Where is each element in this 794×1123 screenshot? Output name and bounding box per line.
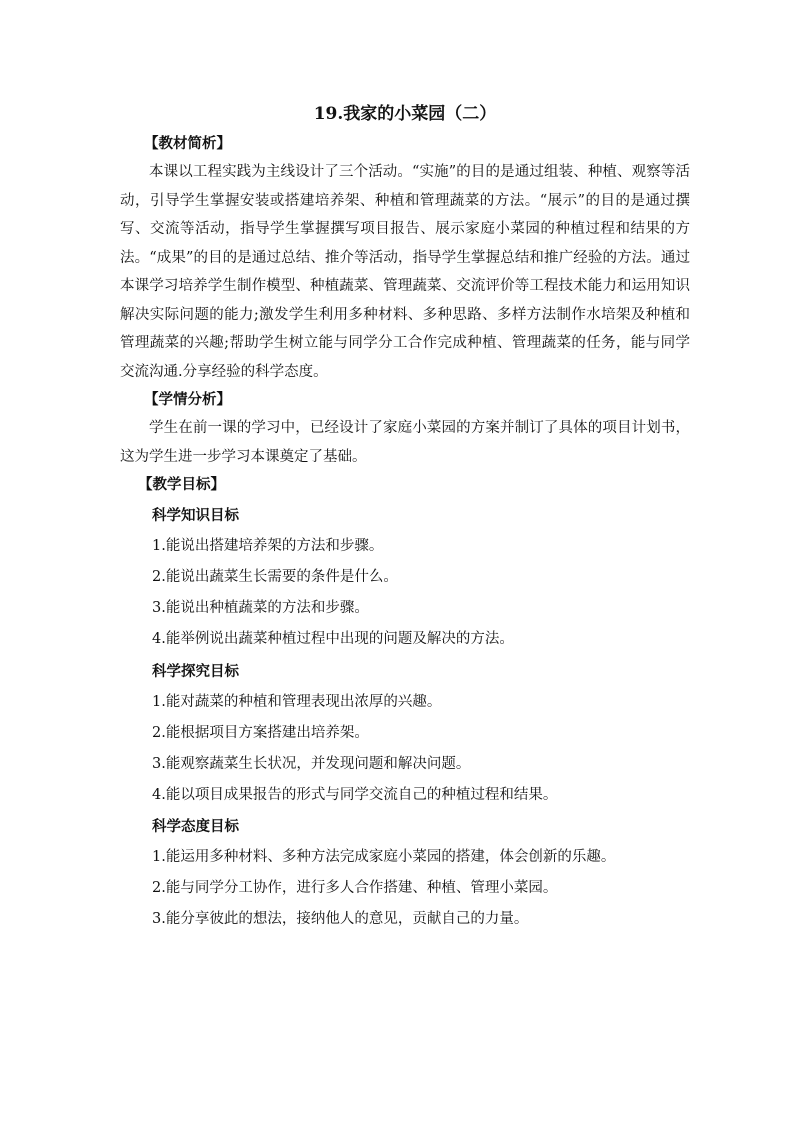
knowledge-goals-title: 科学知识目标 xyxy=(152,507,239,524)
list-item: 2.能与同学分工协作，进行多人合作搭建、种植、管理小菜园。 xyxy=(152,880,558,896)
list-item: 3.能观察蔬菜生长状况，并发现问题和解决问题。 xyxy=(152,755,471,772)
textbook-analysis-section xyxy=(120,130,690,386)
list-item: 3.能分享彼此的想法，接纳他人的意见，贡献自己的力量。 xyxy=(152,911,529,927)
inquiry-goals-title: 科学探究目标 xyxy=(152,662,239,680)
teaching-goals-heading: 【教学目标】 xyxy=(138,476,225,493)
list-item: 3.能说出种植蔬菜的方法和步骤。 xyxy=(152,600,369,616)
list-item: 1.能对蔬菜的种植和管理表现出浓厚的兴趣。 xyxy=(152,693,442,710)
list-item: 1.能说出搭建培养架的方法和步骤。 xyxy=(152,538,384,554)
document-title: 19.我家的小菜园（二） xyxy=(313,104,497,124)
attitude-goals-title: 科学态度目标 xyxy=(152,818,239,835)
list-item: 2.能根据项目方案搭建出培养架。 xyxy=(152,724,369,741)
textbook-analysis-heading: 【教材简析】 xyxy=(144,135,231,152)
textbook-analysis-paragraph: 本课以工程实践为主线设计了三个活动。“实施”的目的是通过组装、种植、观察等活动，引导学生掌握安装或搭建培养架、种植和管理蔬菜的方法。“展示”的目的是通过撰写、交流等活动，指导学生掌握撰写项目报告、展示家庭小菜园的种植过程和结果的方法。“成果”的目的是通过总结、推介等活动，指导学生掌握总结和推广经验的方法。通过本课学习培养学生制作模型、种植蔬菜、管理蔬菜、交流评价等工程技术能力和运用知识解决实际问题的能力;激发学生利用多种材料、多种思路、多样方法制作水培架及种植和管理蔬菜的兴趣;帮助学生树立能与同学分工合作完成种植、管理蔬菜的任务，能与同学交流沟通.分享经验的科学态度。 xyxy=(120,164,690,380)
student-analysis-section xyxy=(120,386,690,471)
teaching-goals-section xyxy=(120,471,690,935)
list-item: 4.能以项目成果报告的形式与同学交流自己的种植过程和结果。 xyxy=(152,786,558,803)
document-page xyxy=(120,100,690,936)
list-item: 4.能举例说出蔬菜种植过程中出现的问题及解决的方法。 xyxy=(152,631,514,647)
list-item: 2.能说出蔬菜生长需要的条件是什么。 xyxy=(152,569,398,585)
student-analysis-paragraph: 学生在前一课的学习中，已经设计了家庭小菜园的方案并制订了具体的项目计划书，这为学生进一步学习本课奠定了基础。 xyxy=(120,420,690,465)
list-item: 1.能运用多种材料、多种方法完成家庭小菜园的搭建，体会创新的乐趣。 xyxy=(152,849,616,865)
student-analysis-heading: 【学情分析】 xyxy=(144,391,231,408)
